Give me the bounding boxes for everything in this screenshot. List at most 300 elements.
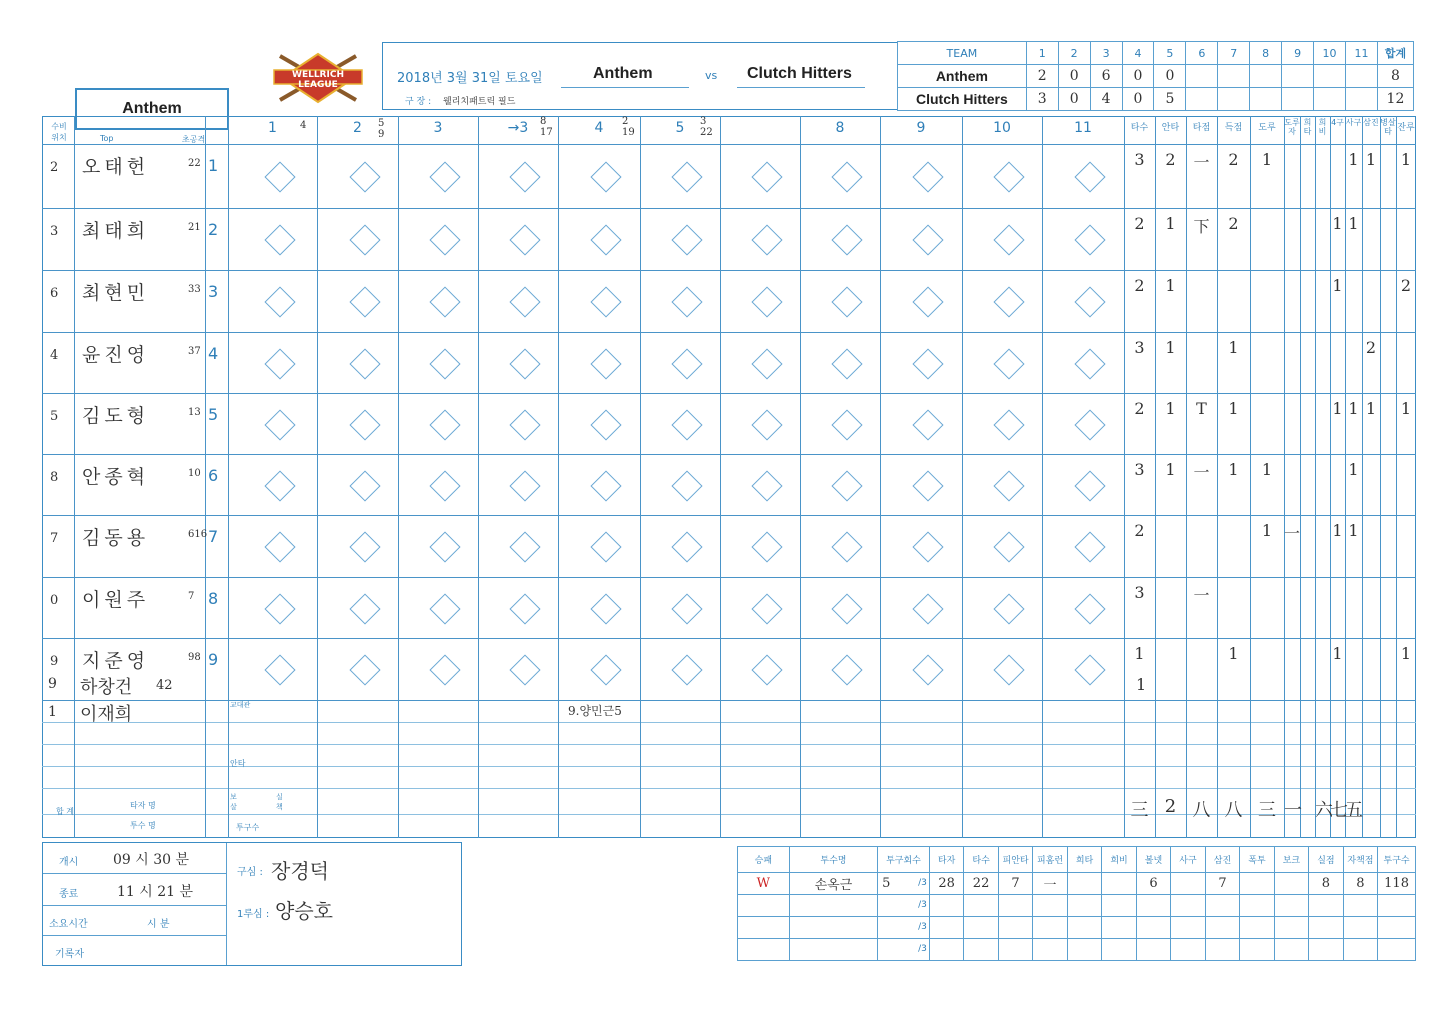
player-number: 616 <box>188 529 208 540</box>
player-name: 지준영 <box>82 650 150 672</box>
end-value: 11 시 21 분 <box>117 884 194 900</box>
pitching-header: 투수명 <box>789 847 877 873</box>
player-stat: 1 <box>1400 644 1412 663</box>
grid-vline <box>962 116 963 838</box>
player-pos: 8 <box>50 470 59 485</box>
league-logo <box>268 52 368 104</box>
player-stat: 1 <box>1228 399 1239 418</box>
inning-mark: 4 <box>300 120 307 131</box>
grid-hline <box>42 144 1416 145</box>
grid-hline <box>42 722 1416 723</box>
pitching-cell <box>1067 895 1101 917</box>
inning-score <box>1218 65 1250 88</box>
inning-score: 0 <box>1122 65 1154 88</box>
ip-frac: /3 <box>918 900 927 910</box>
player-stat: 1 <box>1261 521 1273 540</box>
stat-header: 사구 <box>1345 118 1362 127</box>
stat-header: 도루 <box>1258 123 1276 133</box>
player-stat: 下 <box>1193 217 1210 236</box>
pitching-header: 삼진 <box>1205 847 1239 873</box>
pitching-cell <box>1136 895 1170 917</box>
inning-score <box>1282 65 1314 88</box>
player-pos: 0 <box>50 593 59 608</box>
duration-label: 소요시간 <box>49 919 88 930</box>
pitching-cell: 7 <box>998 873 1032 895</box>
stat-header: 안타 <box>1161 123 1180 133</box>
totals-note: 9.양민근5 <box>568 704 622 718</box>
pitch-count-label: 투구수 <box>236 823 260 832</box>
batting-order: 7 <box>208 527 219 546</box>
pitching-cell <box>1309 895 1343 917</box>
grid-vline <box>640 116 641 838</box>
player-pos: 6 <box>50 286 59 301</box>
inning-mark: 5 9 <box>378 118 385 140</box>
player-stat: 1 <box>1165 214 1176 233</box>
stat-header: 타수 <box>1130 123 1149 133</box>
inning-header: 7 <box>1218 42 1250 65</box>
pitching-cell <box>1343 917 1377 939</box>
inning-score <box>1346 65 1378 88</box>
pitching-cell: 28 <box>929 873 963 895</box>
player-pos: 7 <box>50 531 59 546</box>
pitching-cell <box>1343 895 1377 917</box>
player-stat: 一 <box>1193 463 1210 482</box>
pitching-cell <box>1033 895 1067 917</box>
pitching-cell <box>964 917 998 939</box>
stat-header: 4구 <box>1331 118 1344 127</box>
grid-vline <box>1396 116 1397 838</box>
pitching-header: 폭투 <box>1240 847 1274 873</box>
pitching-cell <box>1240 917 1274 939</box>
inning-score <box>1314 88 1346 111</box>
sum-cell: 三 <box>1130 800 1149 821</box>
ump-1b: 양승호 <box>275 899 333 923</box>
stat-header: 타점 <box>1192 123 1211 133</box>
inning-label: 11 <box>1074 120 1092 136</box>
sum-cell: 六 <box>1315 800 1333 821</box>
inning-mark: 3 22 <box>700 116 713 138</box>
stat-header: 도루자 <box>1284 118 1300 136</box>
player-stat: 3 <box>1134 460 1145 479</box>
inning-header: 9 <box>1282 42 1314 65</box>
pitching-cell <box>1205 939 1239 961</box>
inning-header: 1 <box>1026 42 1058 65</box>
inning-score: 0 <box>1058 88 1090 111</box>
player-stat: 1 <box>1261 460 1273 479</box>
pitching-cell <box>1309 939 1343 961</box>
batters-label: 타자 명 <box>130 801 156 810</box>
pitching-cell <box>1309 917 1343 939</box>
stat-header: 병살타 <box>1380 118 1396 136</box>
pitching-header: 타수 <box>964 847 998 873</box>
pitching-cell <box>1205 917 1239 939</box>
inning-score: 3 <box>1026 88 1058 111</box>
pitching-cell <box>1240 895 1274 917</box>
pos-header: 수비 위치 <box>51 122 67 142</box>
player-stat: 1 <box>1332 399 1343 418</box>
sub-pos: 9 <box>48 676 57 692</box>
pitching-cell: 6 <box>1136 873 1170 895</box>
player-name: 최태희 <box>82 220 150 242</box>
player-stat: 2 <box>1134 399 1145 418</box>
pitching-cell <box>1171 939 1205 961</box>
player-stat: 3 <box>1134 150 1145 169</box>
home-team: Anthem <box>593 65 653 82</box>
pitching-cell <box>1171 917 1205 939</box>
player-name: 김도형 <box>82 405 150 427</box>
stat-header: 득점 <box>1224 123 1243 133</box>
player-stat: 1 <box>1348 150 1359 169</box>
grid-hline <box>42 515 1416 516</box>
player-stat: 1 <box>1332 644 1343 663</box>
inning-label: 5 <box>675 120 685 136</box>
batting-order: 8 <box>208 589 219 608</box>
inning-score <box>1282 88 1314 111</box>
inning-score: 0 <box>1154 65 1186 88</box>
pitching-cell <box>998 917 1032 939</box>
sub-name: 이재희 <box>80 704 133 725</box>
player-stat: 2 <box>1165 150 1176 169</box>
player-stat: 1 <box>1228 644 1239 663</box>
player-stat: 2 <box>1400 276 1412 295</box>
pitching-cell: 118 <box>1378 873 1416 895</box>
pitching-cell <box>1067 873 1101 895</box>
pitching-cell <box>1378 895 1416 917</box>
grid-vline <box>398 116 399 838</box>
pitching-cell <box>738 895 790 917</box>
line-score <box>897 41 1414 111</box>
vs-label: vs <box>705 69 718 82</box>
inning-label: →3 <box>507 120 529 136</box>
pitching-cell: 손옥근 <box>789 873 877 895</box>
player-stat: 2 <box>1228 150 1239 169</box>
inning-score <box>1314 65 1346 88</box>
pitching-header: 승패 <box>738 847 790 873</box>
player-stat: 1 <box>1348 521 1359 540</box>
ump-1b-label: 1루심 : <box>237 909 270 920</box>
inning-header: 10 <box>1314 42 1346 65</box>
pitching-cell <box>1240 873 1274 895</box>
pitching-cell <box>1171 895 1205 917</box>
player-stat: 1 <box>1348 214 1359 233</box>
pitching-cell <box>1274 917 1308 939</box>
pitching-header: 타자 <box>929 847 963 873</box>
inning-header: 5 <box>1154 42 1186 65</box>
player-stat: 一 <box>1193 586 1210 605</box>
sum-cell: 三 <box>1258 800 1276 821</box>
inning-mark: 8 17 <box>540 116 553 138</box>
pitching-cell <box>1274 895 1308 917</box>
sum-cell: 七 <box>1330 800 1348 821</box>
pitching-cell <box>1102 939 1136 961</box>
err-label: 실 책 <box>276 793 283 811</box>
pitching-cell <box>1102 917 1136 939</box>
grid-vline <box>74 116 75 838</box>
ip-frac: /3 <box>918 878 927 888</box>
inning-label: 3 <box>433 120 443 136</box>
pitching-header: 희비 <box>1102 847 1136 873</box>
line-score-team: Clutch Hitters <box>898 88 1027 111</box>
pitching-cell <box>1067 939 1101 961</box>
pitching-cell: 22 <box>964 873 998 895</box>
total-score: 12 <box>1377 88 1413 111</box>
inning-header: 3 <box>1090 42 1122 65</box>
stat-header: 삼진 <box>1363 118 1379 127</box>
inning-header: 4 <box>1122 42 1154 65</box>
pitching-cell <box>964 939 998 961</box>
player-name: 이원주 <box>82 589 150 611</box>
inning-mark: 2 19 <box>622 116 635 138</box>
grid-vline <box>478 116 479 838</box>
player-stat: 2 <box>1134 521 1145 540</box>
bb-label: 보 살 <box>230 793 237 811</box>
batting-order: 2 <box>208 220 219 239</box>
player-number: 10 <box>188 468 201 479</box>
grid-vline <box>1284 116 1285 838</box>
ip-whole: 5 <box>882 876 891 891</box>
pitching-cell <box>1136 939 1170 961</box>
inning-score: 5 <box>1154 88 1186 111</box>
pitching-cell <box>1033 939 1067 961</box>
player-stat: T <box>1196 399 1207 418</box>
player-stat: 1 <box>1165 276 1176 295</box>
pitching-cell <box>1274 873 1308 895</box>
sum-cell: 八 <box>1192 800 1211 821</box>
field-label: 구 장 : <box>405 97 432 107</box>
duration-value: 시 분 <box>147 919 170 930</box>
game-info <box>42 842 462 966</box>
sub-num: 42 <box>156 678 173 693</box>
ip-frac: /3 <box>918 922 927 932</box>
field-name: 웰리치패트릭 필드 <box>443 97 516 107</box>
pitching-cell: W <box>738 873 790 895</box>
pitching-header: 투구수 <box>1378 847 1416 873</box>
player-stat: 1 <box>1134 644 1145 663</box>
player-pos: 2 <box>50 160 59 175</box>
inning-label: 2 <box>353 120 362 136</box>
player-name: 윤진영 <box>82 344 150 366</box>
grid-hline <box>42 393 1416 394</box>
batting-order: 5 <box>208 405 219 424</box>
player-stat: 1 <box>1165 460 1176 479</box>
inning-score <box>1250 88 1282 111</box>
inning-header: 8 <box>1250 42 1282 65</box>
pitching-cell <box>1033 917 1067 939</box>
pitching-cell <box>1136 917 1170 939</box>
pitching-table <box>737 846 1416 961</box>
player-number: 33 <box>188 284 201 295</box>
pitching-header: 피홈런 <box>1033 847 1067 873</box>
inning-score: 6 <box>1090 65 1122 88</box>
inning-score <box>1186 65 1218 88</box>
grid-vline <box>1362 116 1363 838</box>
grid-hline <box>42 577 1416 578</box>
player-stat: 2 <box>1134 214 1145 233</box>
player-pos: 9 <box>50 654 59 669</box>
player-stat: 一 <box>1284 524 1301 543</box>
logo-text: WELLRICH LEAGUE <box>292 70 344 90</box>
grid-vline <box>1380 116 1381 838</box>
pitching-cell <box>878 873 930 895</box>
pitching-cell <box>878 939 930 961</box>
grid-hline <box>42 208 1416 209</box>
grid-hline <box>42 788 1416 789</box>
pitching-cell <box>1240 939 1274 961</box>
team-name: Anthem <box>122 100 182 117</box>
player-number: 22 <box>188 158 201 169</box>
player-stat: 一 <box>1193 153 1210 172</box>
grid-hline <box>42 270 1416 271</box>
player-stat: 3 <box>1134 583 1145 602</box>
player-stat: 2 <box>1228 214 1239 233</box>
grid-vline <box>720 116 721 838</box>
batting-order: 1 <box>208 156 219 175</box>
batting-order: 6 <box>208 466 219 485</box>
stat-header: 잔루 <box>1397 123 1415 133</box>
inning-label: 10 <box>993 120 1011 136</box>
pitching-header: 희타 <box>1067 847 1101 873</box>
grid-hline <box>42 638 1416 639</box>
batting-order: 4 <box>208 344 219 363</box>
sum-cell: 一 <box>1284 800 1302 821</box>
ump-chief: 장경덕 <box>271 859 329 883</box>
pitching-header: 투구회수 <box>878 847 930 873</box>
grid-vline <box>1300 116 1301 838</box>
sub-name: 하창건 <box>80 677 133 698</box>
player-name: 김동용 <box>82 527 150 549</box>
pitching-cell: 7 <box>1205 873 1239 895</box>
grid-vline <box>205 116 206 838</box>
pitching-header: 실점 <box>1309 847 1343 873</box>
pitching-cell <box>1205 895 1239 917</box>
pitching-cell: 一 <box>1033 873 1067 895</box>
player-number: 21 <box>188 222 201 233</box>
total-header: 합계 <box>1377 42 1413 65</box>
pitching-cell <box>878 895 930 917</box>
player-stat: 1 <box>1365 150 1377 169</box>
pitching-header: 사구 <box>1171 847 1205 873</box>
inning-label: 9 <box>916 120 926 136</box>
pitching-cell <box>789 917 877 939</box>
grid-vline <box>317 116 318 838</box>
batting-order: 3 <box>208 282 219 301</box>
player-name: 오태헌 <box>82 156 150 178</box>
sum-cell: 五 <box>1345 800 1363 821</box>
pitching-cell <box>1343 939 1377 961</box>
pitching-cell <box>1378 917 1416 939</box>
top-header: Top <box>100 134 114 143</box>
total-score: 8 <box>1377 65 1413 88</box>
pitching-cell <box>738 939 790 961</box>
pitching-cell <box>878 917 930 939</box>
player-stat: 1 <box>1165 399 1176 418</box>
pitching-cell <box>1102 895 1136 917</box>
pitching-cell <box>929 895 963 917</box>
player-pos: 3 <box>50 224 59 239</box>
totals-label: 합 계 <box>56 807 74 816</box>
player-stat: 1 <box>1228 338 1239 357</box>
inning-score: 0 <box>1122 88 1154 111</box>
player-pos: 4 <box>50 348 59 363</box>
player-number: 7 <box>188 591 195 602</box>
inning-label: 4 <box>594 120 604 136</box>
grid-vline <box>1315 116 1316 838</box>
grid-vline <box>558 116 559 838</box>
pitching-header: 피안타 <box>998 847 1032 873</box>
player-stat: 1 <box>1332 214 1343 233</box>
inning-score: 0 <box>1058 65 1090 88</box>
pitching-header: 볼넷 <box>1136 847 1170 873</box>
recorder-label: 기록자 <box>55 949 84 960</box>
pitching-cell <box>929 917 963 939</box>
inning-score <box>1346 88 1378 111</box>
pitching-cell <box>738 917 790 939</box>
player-number: 98 <box>188 652 201 663</box>
pitching-cell: 8 <box>1343 873 1377 895</box>
sub-pos: 1 <box>48 704 57 720</box>
grid-hline <box>42 744 1416 745</box>
inning-header: 11 <box>1346 42 1378 65</box>
player-stat: 1 <box>1348 460 1359 479</box>
team-header: TEAM <box>898 42 1027 65</box>
grid-vline <box>1042 116 1043 838</box>
line-score-team: Anthem <box>898 65 1027 88</box>
sum-cell: 八 <box>1224 800 1243 821</box>
inning-header: 6 <box>1186 42 1218 65</box>
start-label: 개시 <box>59 857 79 868</box>
player-stat: 1 <box>1365 399 1377 418</box>
pitching-cell <box>998 895 1032 917</box>
sub-stat: 1 <box>1136 675 1147 694</box>
player-name: 안종혁 <box>82 466 150 488</box>
inning-score: 4 <box>1090 88 1122 111</box>
inning-score <box>1250 65 1282 88</box>
inning-header: 2 <box>1058 42 1090 65</box>
pitching-cell <box>789 895 877 917</box>
pitching-cell <box>998 939 1032 961</box>
ip-frac: /3 <box>918 944 927 954</box>
sum-cell: 2 <box>1164 796 1177 817</box>
player-name: 최현민 <box>82 282 150 304</box>
pitching-cell <box>1378 939 1416 961</box>
inning-score <box>1186 88 1218 111</box>
pitching-cell: 8 <box>1309 873 1343 895</box>
game-date: 2018년 3월 31일 토요일 <box>397 71 543 86</box>
pitching-cell <box>1102 873 1136 895</box>
player-stat: 1 <box>1228 460 1239 479</box>
player-stat: 2 <box>1134 276 1145 295</box>
player-stat: 1 <box>1165 338 1176 357</box>
player-number: 37 <box>188 346 201 357</box>
pitching-header: 보크 <box>1274 847 1308 873</box>
player-stat: 1 <box>1332 521 1343 540</box>
hits-label: 안타 <box>230 759 246 768</box>
pitching-cell <box>964 895 998 917</box>
player-stat: 1 <box>1400 150 1412 169</box>
grid-vline <box>880 116 881 838</box>
player-pos: 5 <box>50 409 59 424</box>
pitching-cell <box>1274 939 1308 961</box>
pitching-cell <box>929 939 963 961</box>
player-stat: 1 <box>1400 399 1412 418</box>
start-value: 09 시 30 분 <box>113 852 190 868</box>
offense-header: 초공격 <box>182 135 206 144</box>
stat-header: 희비 <box>1318 118 1327 136</box>
player-stat: 1 <box>1332 276 1343 295</box>
player-stat: 2 <box>1365 338 1377 357</box>
grid-hline <box>42 332 1416 333</box>
pitching-cell <box>1067 917 1101 939</box>
